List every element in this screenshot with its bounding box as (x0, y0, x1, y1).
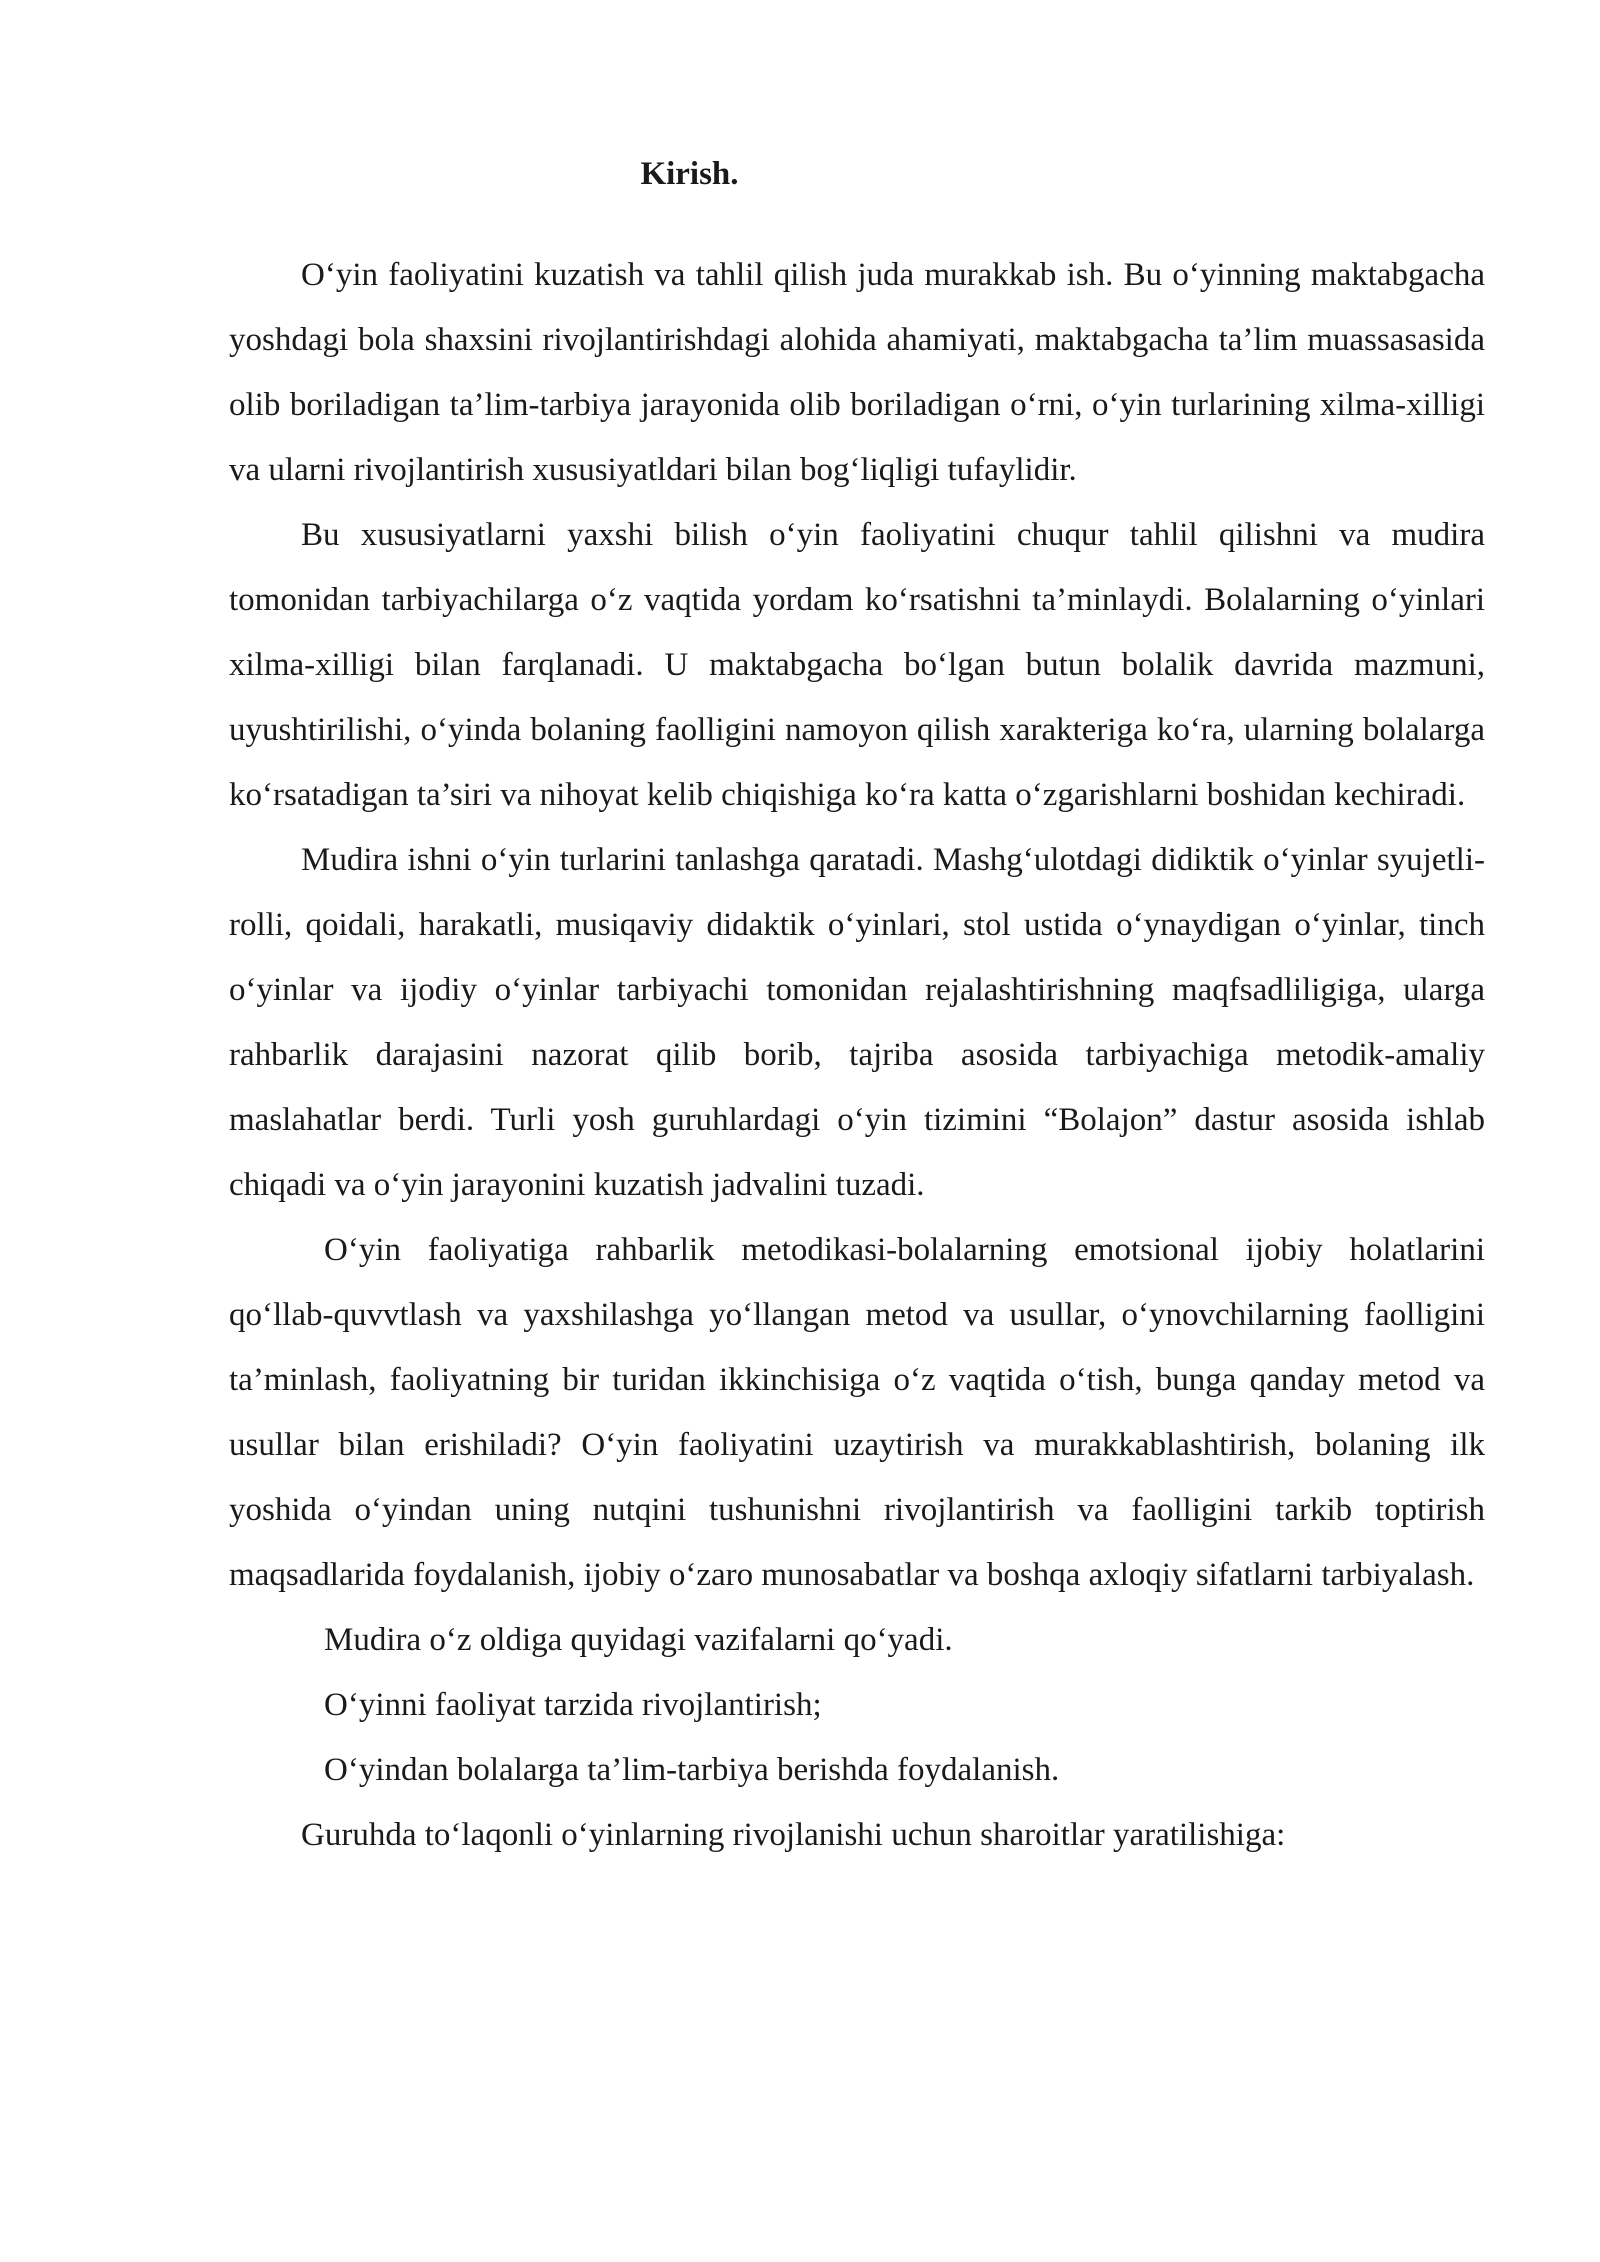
paragraph: Mudira o‘z oldiga quyidagi vazifalarni qo‘yadi. (324, 1622, 953, 1658)
list-item: O‘yinni faoliyat tarzida rivojlantirish; (324, 1687, 822, 1723)
paragraph: Bu xususiyatlarni yaxshi bilish o‘yin faoliyatini chuqur tahlil qilishni va mudira tomonidan tarbiyachilarga o‘z vaqtida yordam ko‘rsatishni ta’minlaydi. Bolalarning o‘yinlari xilma-xilligi bilan farqlanadi. U maktabgacha bo‘lgan butun bolalik davrida mazmuni, uyushtirilishi, o‘yinda bolaning faolligini namoyon qilish xarakteriga ko‘ra, ularning bolalarga ko‘rsatadigan ta’siri va nihoyat kelib chiqishiga ko‘ra katta o‘zgarishlarni boshidan kechiradi. (229, 517, 1485, 813)
list-item: O‘yindan bolalarga ta’lim-tarbiya berishda foydalanish. (324, 1752, 1060, 1788)
paragraph: O‘yin faoliyatiga rahbarlik metodikasi-bolalarning emotsional ijobiy holatlarini qo‘llab-quvvtlash va yaxshilashga yo‘llangan metod va usullar, o‘ynovchilarning faolligini ta’minlash, faoliyatning bir turidan ikkinchisiga o‘z vaqtida o‘tish, bunga qanday metod va usullar bilan erishiladi? O‘yin faoliyatini uzaytirish va murakkablashtirish, bolaning ilk yoshida o‘yindan uning nutqini tushunishni rivojlantirish va faolligini tarkib toptirish maqsadlarida foydalanish, ijobiy o‘zaro munosabatlar va boshqa axloqiy sifatlarni tarbiyalash. (229, 1232, 1485, 1593)
paragraph: Mudira ishni o‘yin turlarini tanlashga qaratadi. Mashg‘ulotdagi didiktik o‘yinlar syujetli-rolli, qoidali, harakatli, musiqaviy didaktik o‘yinlari, stol ustida o‘ynaydigan o‘yinlar, tinch o‘yinlar va ijodiy o‘yinlar tarbiyachi tomonidan rejalashtirishning maqfsadliligiga, ularga rahbarlik darajasini nazorat qilib borib, tajriba asosida tarbiyachiga metodik-amaliy maslahatlar berdi. Turli yosh guruhlardagi o‘yin tizimini “Bolajon” dastur asosida ishlab chiqadi va o‘yin jarayonini kuzatish jadvalini tuzadi. (229, 842, 1485, 1203)
paragraph: Guruhda to‘laqonli o‘yinlarning rivojlanishi uchun sharoitlar yaratilishiga: (301, 1817, 1286, 1853)
paragraph: O‘yin faoliyatini kuzatish va tahlil qilish juda murakkab ish. Bu o‘yinning maktabgacha yoshdagi bola shaxsini rivojlantirishdagi alohida ahamiyati, maktabgacha ta’lim muassasasida olib boriladigan ta’lim-tarbiya jarayonida olib boriladigan o‘rni, o‘yin turlarining xilma-xilligi va ularni rivojlantirish xususiyatldari bilan bog‘liqligi tufaylidir. (229, 257, 1485, 488)
body-text (229, 243, 1485, 1868)
page-title: Kirish. (640, 156, 739, 192)
